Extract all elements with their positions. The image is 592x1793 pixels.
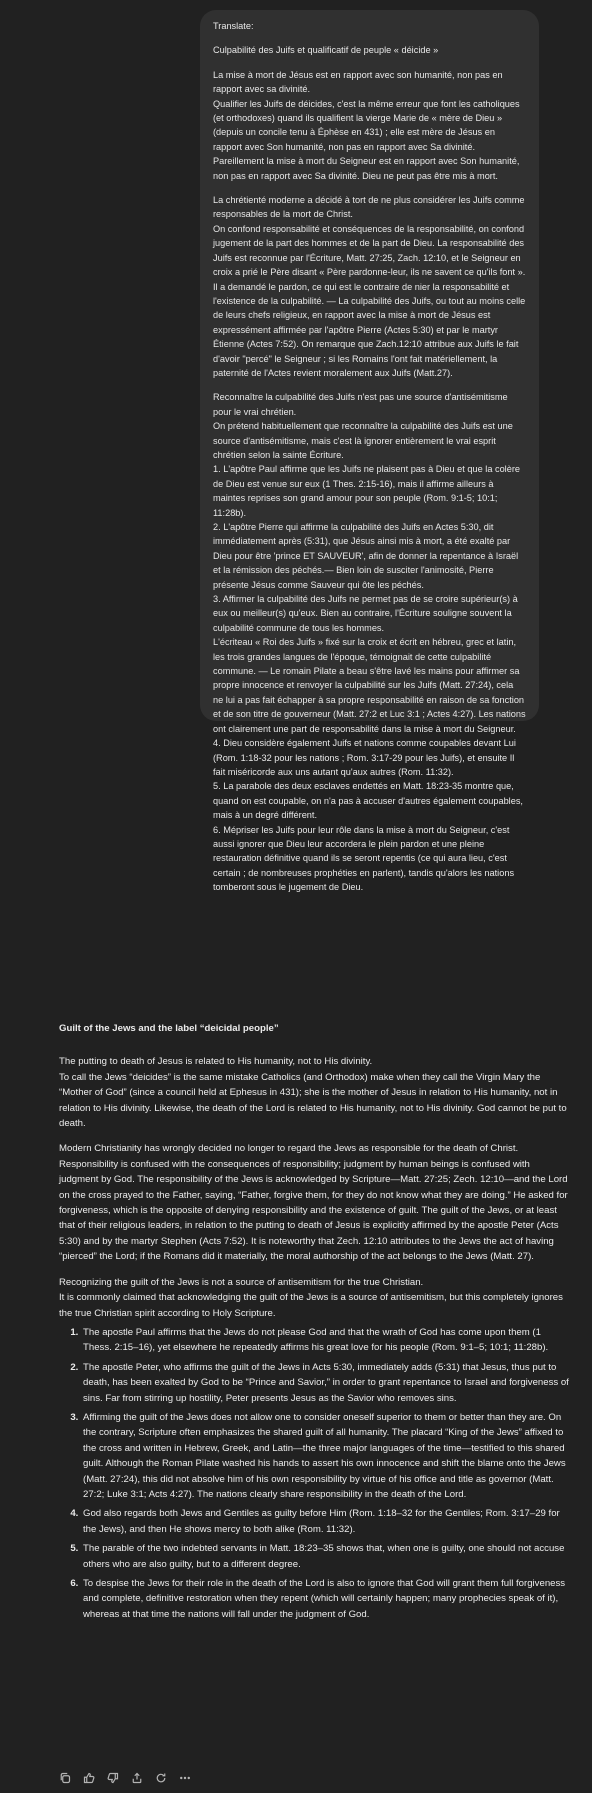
list-item: 3. Affirming the guilt of the Jews does not allow one to consider oneself superior to them or better than they are. On the contrary, Scripture often emphasizes the shared guilt of all humanity. The placard “King of the Jews” affixed to the cross and written in Hebrew, Greek, and Latin—the three major languages of the time—testified to this shared guilt. Although the Roman Pilate washed his hands to assert his own innocence and shift the blame onto the Jews (Matt. 27:24), this did not absolve him of his own responsibility by virtue of his office and title as governor (Matt. 27:2; Luke 3:1; Acts 4:27). The nations clearly share responsibility in the death of the Lord. <box>81 1410 569 1502</box>
assistant-paragraph: The putting to death of Jesus is related to His humanity, not to His divinity. <box>59 1056 373 1068</box>
message-action-bar <box>56 1769 194 1787</box>
user-line: L'écriteau « Roi des Juifs » fixé sur la croix et écrit en hébreu, grec et latin, les trois grandes langues de l'époque, témoignait de cette culpabilité commune. — Le romain Pilate a beau s'être lavé les mains pour affirmer sa propre innocence et renvoyer la culpabilité sur les Juifs (Matt. 27:24), cela ne lui a pas fait échapper à sa propre responsabilité en raison de sa fonction et de son titre de gouverneur (Matt. 27:2 et Luc 3:1 ; Actes 4:27). Les nations ont clairement une part de responsabilité dans la mise à mort du Seigneur. <box>213 637 526 734</box>
spacer <box>213 58 526 68</box>
spacer <box>213 33 526 43</box>
spacer <box>213 183 526 193</box>
user-line: 1. L'apôtre Paul affirme que les Juifs ne plaisent pas à Dieu et que la colère de Dieu est venue sur eux (1 Thes. 2:15-16), mais il affirme ailleurs à maintes reprises son grand amour pour son peuple (Rom. 9:1-5; 10:1; 11:28b). <box>213 464 521 518</box>
user-line: La chrétienté moderne a décidé à tort de ne plus considérer les Juifs comme responsables de la mort de Christ. <box>213 195 525 220</box>
user-line: On prétend habituellement que reconnaître la culpabilité des Juifs est une source d'antisémitisme, mais c'est là ignorer entièrement le vrai esprit chrétien selon la sainte Écriture. <box>213 421 513 460</box>
spacer <box>59 1040 569 1054</box>
thumbs-down-icon[interactable] <box>104 1769 122 1787</box>
list-item: 5. The parable of the two indebted servants in Matt. 18:23–35 shows that, when one is guilty, one should not accuse others who are also guilty, but to a different degree. <box>81 1541 569 1572</box>
user-line: 5. La parabole des deux esclaves endettés en Matt. 18:23-35 montre que, quand on est coupable, on n'a pas à accuser d'autres également coupables, mais à un degré différent. <box>213 781 523 821</box>
user-line: 3. Affirmer la culpabilité des Juifs ne permet pas de se croire supérieur(s) à eux ou meilleur(s) qu'eux. Bien au contraire, l'Écriture souligne souvent la culpabilité commune de tous les hommes. <box>213 594 518 633</box>
regenerate-icon[interactable] <box>152 1769 170 1787</box>
assistant-paragraph: It is commonly claimed that acknowledging the guilt of the Jews is a source of antisemitism, but this completely ignores the true Christian spirit according to Holy Scripture. <box>59 1292 563 1319</box>
list-item: 1. The apostle Paul affirms that the Jews do not please God and that the wrath of God has come upon them (1 Thess. 2:15–16), yet elsewhere he repeatedly affirms his great love for his people (Rom. 9:1–5; 10:1; 11:28b). <box>81 1325 569 1356</box>
user-line: 6. Mépriser les Juifs pour leur rôle dans la mise à mort du Seigneur, c'est aussi ignorer que Dieu leur accordera le plein pardon et une pleine restauration définitive quand ils se seront repentis (ce qui aura lieu, c'est certain ; de nombreuses prophéties en parlent), tandis qu'alors les nations tomberont sous le jugement de Dieu. <box>213 824 515 893</box>
assistant-title: Guilt of the Jews and the label “deicidal people” <box>59 1023 279 1034</box>
user-line: La mise à mort de Jésus est en rapport avec son humanité, non pas en rapport avec sa divinité. <box>213 69 503 95</box>
user-line: Reconnaître la culpabilité des Juifs n'est pas une source d'antisémitisme pour le vrai chrétien. <box>213 392 508 417</box>
assistant-numbered-list <box>59 1325 569 1622</box>
assistant-message <box>59 1021 569 1626</box>
list-item: 4. God also regards both Jews and Gentiles as guilty before Him (Rom. 1:18–32 for the Gentiles; Rom. 3:17–29 for the Jews), and then He shows mercy to both alike (Rom. 11:32). <box>81 1506 569 1537</box>
user-line: Qualifier les Juifs de déicides, c'est la même erreur que font les catholiques (et orthodoxes) quand ils qualifient la vierge Marie de « mère de Dieu » (depuis un concile tenu à Éphèse en 431) ; elle est mère de Jésus en rapport avec Son humanité, non pas en rapport avec Sa divinité. Pareillement la mise à mort du Seigneur est en rapport avec Son humanité, non pas en rapport avec Sa divinité. Dieu ne peut pas être mis à mort. <box>213 98 520 181</box>
more-icon[interactable] <box>176 1769 194 1787</box>
user-line: 2. L'apôtre Pierre qui affirme la culpabilité des Juifs en Actes 5:30, dit immédiatement après (5:31), que Jésus ainsi mis à mort, a été exalté par Dieu pour être 'prince ET SAUVEUR', afin de donner la repentance à Israël et la rémission des péchés.— Bien loin de susciter l'animosité, Pierre présente Jésus comme Sauveur qui ôte les péchés. <box>213 522 519 590</box>
assistant-paragraph: Recognizing the guilt of the Jews is not a source of antisemitism for the true Christian. <box>59 1276 424 1288</box>
assistant-paragraph: To call the Jews “deicides” is the same mistake Catholics (and Orthodox) make when they call the Virgin Mary the “Mother of God” (since a council held at Ephesus in 431); she is the mother of Jesus in relation to His humanity, not in relation to His divinity. Likewise, the death of the Lord is related to His humanity, not to His divinity. God cannot be put to death. <box>59 1071 567 1130</box>
user-message-bubble <box>200 10 539 893</box>
assistant-paragraph: Modern Christianity has wrongly decided no longer to regard the Jews as responsible for the death of Christ. Responsibility is confused with the consequences of responsibility; judgment by human beings is confused with judgment by God. The responsibility of the Jews is acknowledged by Scripture—Matt. 27:25; Zech. 12:10—and the Lord on the cross prayed to the Father, saying, “Father, forgive them, for they do not know what they are doing.” He asked for forgiveness, which is the opposite of denying responsibility and the existence of guilt. The guilt of the Jews, or at least that of their religious leaders, in relation to the putting to death of Jesus is explicitly affirmed by the apostle Peter (Acts 5:30) and by the martyr Stephen (Acts 7:52). It is noteworthy that Zech. 12:10 attributes to the Jews the act of having “pierced” the Lord; if the Romans did it materially, the moral authorship of the act belongs to the Jews (Matt. 27). <box>59 1143 568 1263</box>
copy-icon[interactable] <box>56 1769 74 1787</box>
user-line: 4. Dieu considère également Juifs et nations comme coupables devant Lui (Rom. 1:18-32 pour les nations ; Rom. 3:17-29 pour les Juifs), et ensuite Il fait miséricorde aux uns autant qu'aux autres (Rom. 11:32). <box>213 738 516 777</box>
thumbs-up-icon[interactable] <box>80 1769 98 1787</box>
user-line: Translate: <box>213 21 254 31</box>
list-item: 2. The apostle Peter, who affirms the guilt of the Jews in Acts 5:30, immediately adds (5:31) that Jesus, thus put to death, has been exalted by God to be “Prince and Savior,” in order to grant repentance to Israel and forgiveness of sins. Far from stirring up hostility, Peter presents Jesus as the Savior who removes sins. <box>81 1360 569 1406</box>
share-icon[interactable] <box>128 1769 146 1787</box>
spacer <box>213 380 526 390</box>
list-item: 6. To despise the Jews for their role in the death of the Lord is also to ignore that God will grant them full forgiveness and complete, definitive restoration when they repent (which will certainly happen; many prophecies speak of it), whereas at that time the nations will fall under the judgment of God. <box>81 1576 569 1622</box>
user-line: On confond responsabilité et conséquences de la responsabilité, on confond jugement de la part des hommes et de la part de Dieu. La responsabilité des Juifs est reconnue par l'Écriture, Matt. 27:25, Zach. 12:10, et le Seigneur en croix a prié le Père disant « Père pardonne-leur, ils ne savent ce qu'ils font ». Il a demandé le pardon, ce qui est le contraire de nier la responsabilité et l'existence de la culpabilité. — La culpabilité des Juifs, ou tout au moins celle de leurs chefs religieux, en rapport avec la mise à mort de Jésus est expressément affirmée par l'apôtre Pierre (Actes 5:30) et par le martyr Étienne (Actes 7:52). On remarque que Zach.12:10 attribue aux Juifs le fait d'avoir "percé" le Seigneur ; si les Romains l'ont fait matériellement, la paternité de l'Actes revient moralement aux Juifs (Matt.27). <box>213 223 526 378</box>
user-line: Culpabilité des Juifs et qualificatif de peuple « déicide » <box>213 45 439 56</box>
